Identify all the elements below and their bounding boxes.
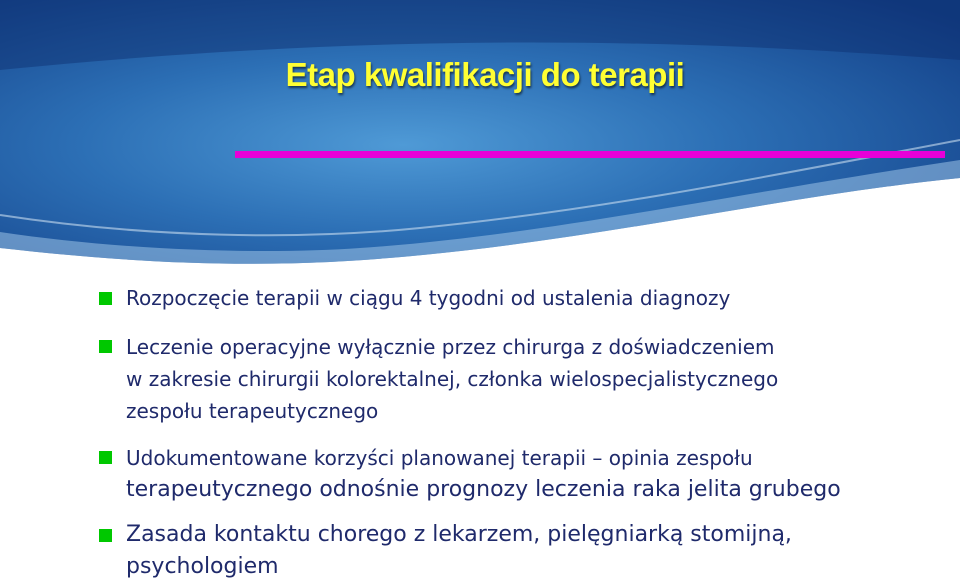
bullet-text-line: w zakresie chirurgii kolorektalnej, członka wielospecjalistycznego [126, 367, 779, 391]
square-bullet-icon [99, 340, 112, 353]
square-bullet-icon [99, 451, 112, 464]
bullet-text-line: zespołu terapeutycznego [126, 399, 379, 423]
bullet-text-line: terapeutycznego odnośnie prognozy leczenia raka jelita grubego [126, 477, 841, 502]
slide-title: Etap kwalifikacji do terapii [285, 56, 685, 93]
bullet-text-line: Zasada kontaktu chorego z lekarzem, pielęgniarką stomijną, [126, 522, 792, 547]
bullet-text-line: Rozpoczęcie terapii w ciągu 4 tygodni od ustalenia diagnozy [126, 286, 731, 310]
square-bullet-icon [99, 292, 112, 305]
bullet-text-line: Udokumentowane korzyści planowanej terapii – opinia zespołu [126, 446, 753, 470]
square-bullet-icon [99, 529, 112, 542]
bullet-text-line: Leczenie operacyjne wyłącznie przez chirurga z doświadczeniem [126, 335, 775, 359]
bullet-text-line: psychologiem [126, 554, 279, 579]
